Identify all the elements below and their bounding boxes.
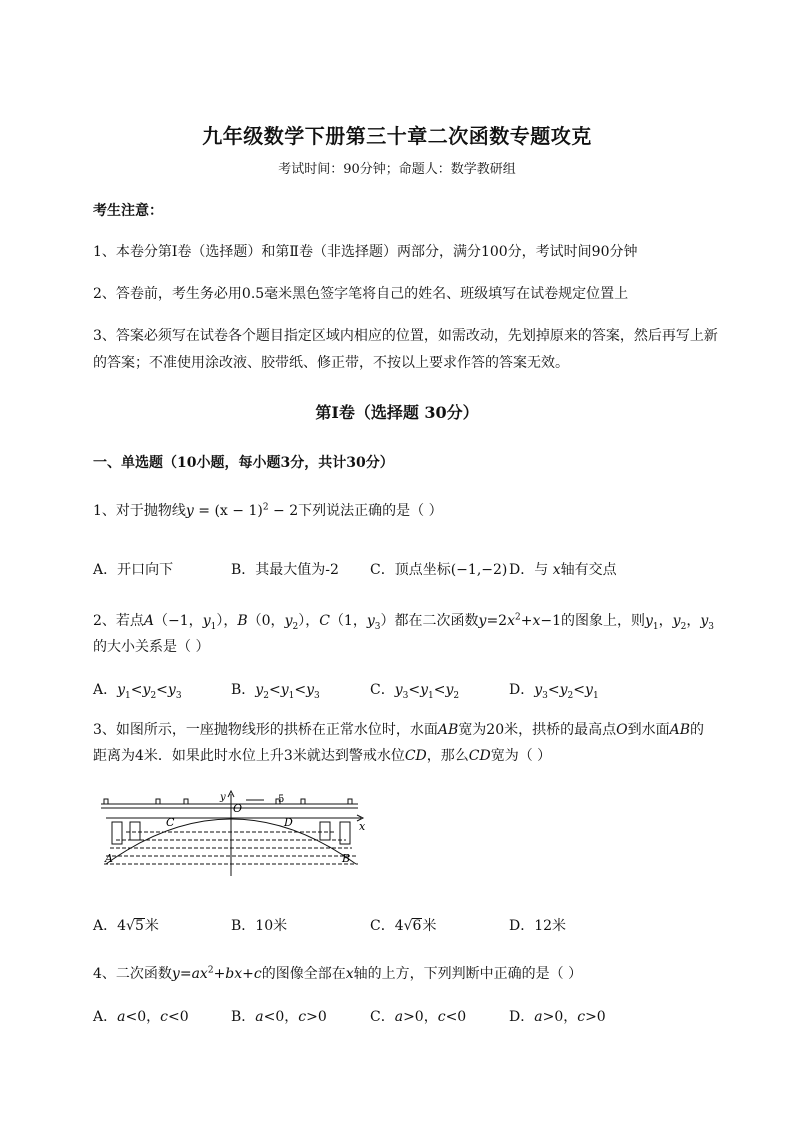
q4-option-d: D．a>0，c>0 — [509, 1009, 606, 1025]
q1-option-d: D．与 x轴有交点 — [509, 562, 617, 578]
label-o: O — [233, 802, 243, 815]
question-2-cont: 的大小关系是（ ） — [93, 639, 210, 655]
q4-option-b: B．a<0，c>0 — [231, 1009, 327, 1025]
q1-option-b: B．其最大值为-2 — [231, 562, 339, 578]
section-title: 第I卷（选择题 30分） — [315, 403, 479, 422]
notice-item-2: 2、答卷前，考生务必用0.5毫米黑色签字笔将自己的姓名、班级填写在试卷规定位置上 — [93, 286, 629, 302]
label-five: 5 — [278, 794, 285, 805]
q2-option-d: D．$y_3<y_2<y_1$ — [509, 682, 599, 701]
question-1: 1、对于抛物线$y = (x - 1)^2 - 2$下列说法正确的是（ ） — [93, 502, 443, 519]
label-b: B — [342, 852, 351, 865]
q1-option-a: A．开口向下 — [93, 562, 174, 578]
q1-suffix: 下列说法正确的是（ ） — [298, 503, 443, 519]
bridge-figure — [96, 788, 376, 878]
q3-option-d: D．12米 — [509, 918, 567, 934]
q1-prefix: 1、对于抛物线 — [93, 503, 186, 519]
question-2: 2、若点A（−1，$y_1$），B（0，$y_2$），C（1，$y_3$）都在二次函数$y=2x^2+x-1$的图象上，则$y_1$，$y_2$，$y_3$ — [93, 612, 714, 632]
q2-option-b: B．$y_2<y_1<y_3$ — [231, 682, 320, 701]
q3-option-a: A．4√5米 — [93, 918, 159, 934]
page-title: 九年级数学下册第三十章二次函数专题攻克 — [202, 124, 592, 148]
question-3-cont: 距离为4米．如果此时水位上升3米就达到警戒水位CD，那么CD宽为（ ） — [93, 748, 552, 764]
label-d: D — [284, 816, 293, 829]
notice-item-3: 3、答案必须写在试卷各个题目指定区域内相应的位置，如需改动，先划掉原来的答案，然后再写上新 — [93, 328, 718, 344]
bridge-railing — [104, 799, 352, 804]
label-c: C — [166, 816, 175, 829]
page-subtitle: 考试时间：90分钟；命题人：数学教研组 — [278, 162, 516, 177]
q3-option-c: C．4√6米 — [370, 918, 437, 934]
q2-option-a: A．$y_1<y_2<y_3$ — [93, 682, 182, 701]
q1-formula: y — [185, 503, 194, 519]
label-a: A — [105, 852, 113, 865]
notice-item-1: 1、本卷分第I卷（选择题）和第Ⅱ卷（非选择题）两部分，满分100分，考试时间90分钟 — [93, 244, 638, 260]
question-4: 4、二次函数$y=ax^2+bx+c$的图像全部在x轴的上方，下列判断中正确的是（ ） — [93, 965, 583, 982]
notice-item-3-cont: 的答案；不准使用涂改液、胶带纸、修正带，不按以上要求作答的答案无效。 — [93, 355, 569, 371]
q2-option-c: C．$y_3<y_1<y_2$ — [370, 682, 460, 701]
label-y: y — [220, 792, 226, 803]
q3-option-b: B．10米 — [231, 918, 288, 934]
q4-option-c: C．a>0，c<0 — [370, 1009, 467, 1025]
q1-option-c: C．顶点坐标(−1,−2) — [370, 562, 508, 578]
notice-heading: 考生注意： — [93, 203, 163, 219]
label-x: x — [359, 820, 366, 833]
part-heading: 一、单选题（10小题，每小题3分，共计30分） — [93, 455, 394, 471]
question-3: 3、如图所示，一座抛物线形的拱桥在正常水位时，水面AB宽为20米，拱桥的最高点O到水面AB的 — [93, 722, 705, 738]
q4-option-a: A．a<0，c<0 — [93, 1009, 189, 1025]
